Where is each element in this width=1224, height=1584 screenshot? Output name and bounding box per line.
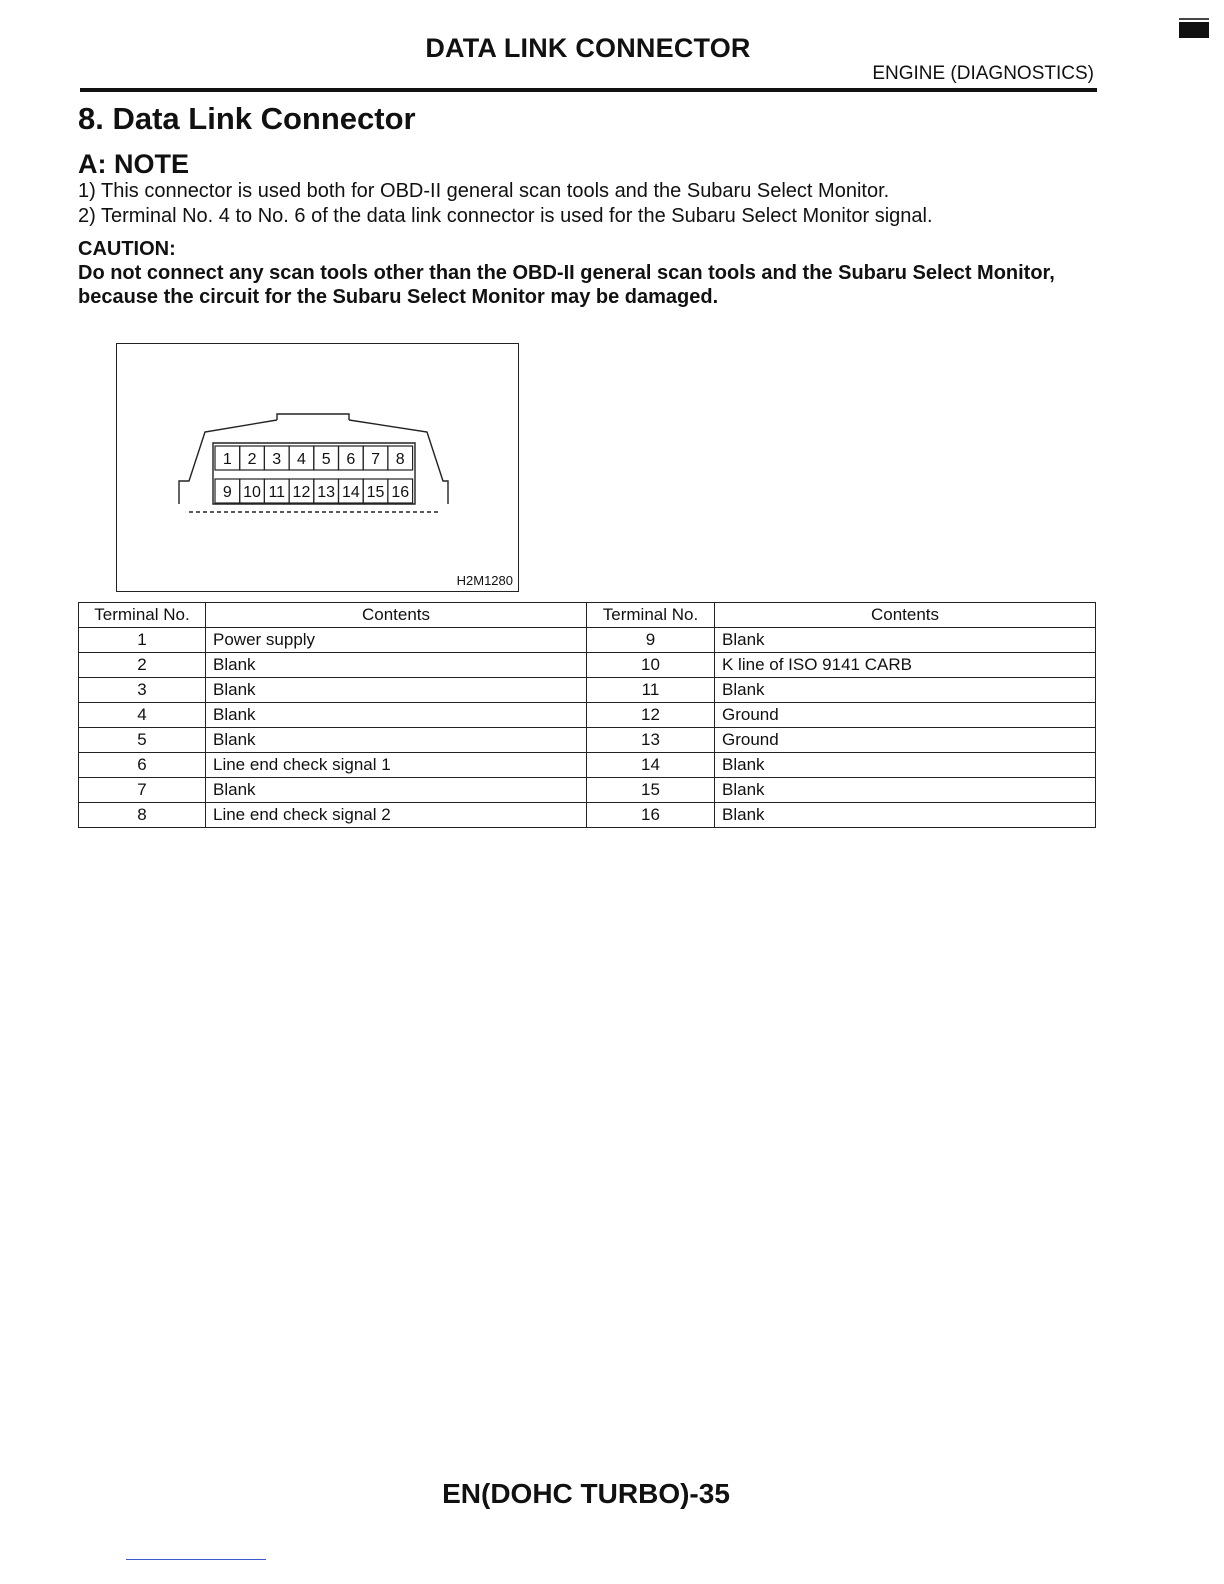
pin-label-15: 15	[366, 484, 385, 501]
terminal-contents: Line end check signal 2	[206, 803, 587, 828]
pin-label-4: 4	[296, 451, 306, 468]
pin-label-13: 13	[317, 484, 336, 501]
terminal-no: 5	[79, 728, 206, 753]
note-heading: A: NOTE	[78, 149, 189, 179]
pin-label-3: 3	[272, 451, 282, 468]
pin-label-9: 9	[222, 484, 232, 501]
pin-label-7: 7	[371, 451, 381, 468]
terminal-no: 6	[79, 753, 206, 778]
pin-label-5: 5	[321, 451, 331, 468]
connector-figure	[116, 343, 519, 592]
terminal-contents: Line end check signal 1	[206, 753, 587, 778]
table-row	[79, 778, 1096, 803]
terminal-contents: Blank	[715, 628, 1096, 653]
table-row	[79, 703, 1096, 728]
terminal-contents: Blank	[715, 778, 1096, 803]
caution-label: CAUTION:	[78, 238, 176, 260]
header-contents-right: Contents	[715, 603, 1096, 628]
terminal-contents: Blank	[715, 803, 1096, 828]
terminal-contents: Blank	[206, 728, 587, 753]
terminal-no: 16	[587, 803, 715, 828]
terminal-contents: Blank	[206, 653, 587, 678]
page-corner-mark	[1179, 22, 1209, 38]
terminal-contents: Ground	[715, 703, 1096, 728]
terminal-contents: Ground	[715, 728, 1096, 753]
section-title: 8. Data Link Connector	[78, 101, 416, 136]
terminal-no: 3	[79, 678, 206, 703]
figure-code: H2M1280	[456, 573, 513, 588]
pin-label-6: 6	[346, 451, 356, 468]
table-header-row	[79, 603, 1096, 628]
pin-label-16: 16	[391, 484, 410, 501]
table-row	[79, 678, 1096, 703]
terminal-no: 14	[587, 753, 715, 778]
page-header-subtitle: ENGINE (DIAGNOSTICS)	[872, 63, 1094, 84]
terminal-contents: Blank	[206, 703, 587, 728]
pin-label-8: 8	[395, 451, 405, 468]
terminal-contents: Blank	[715, 753, 1096, 778]
caution-text: Do not connect any scan tools other than the OBD-II general scan tools and the Subaru Select Monitor, because the circuit for the Subaru Select Monitor may be damaged.	[78, 262, 1055, 308]
terminal-no: 2	[79, 653, 206, 678]
note-line-1: 1) This connector is used both for OBD-II general scan tools and the Subaru Select Monitor.	[78, 180, 890, 202]
header-terminal-no-right: Terminal No.	[587, 603, 715, 628]
terminal-no: 11	[587, 678, 715, 703]
pin-label-11: 11	[268, 484, 286, 501]
terminal-contents: Power supply	[206, 628, 587, 653]
table-row	[79, 653, 1096, 678]
header-divider	[80, 88, 1097, 92]
terminal-no: 13	[587, 728, 715, 753]
note-line-2: 2) Terminal No. 4 to No. 6 of the data link connector is used for the Subaru Select Monitor signal.	[78, 205, 933, 227]
pin-label-1: 1	[222, 451, 232, 468]
table-row	[79, 803, 1096, 828]
terminal-contents: Blank	[715, 678, 1096, 703]
page-header-title: DATA LINK CONNECTOR	[425, 33, 751, 63]
pin-label-10: 10	[243, 484, 261, 501]
header-contents-left: Contents	[206, 603, 587, 628]
page-footer-label: EN(DOHC TURBO)-35	[442, 1478, 730, 1509]
terminal-no: 15	[587, 778, 715, 803]
terminal-contents: Blank	[206, 778, 587, 803]
pin-labels	[223, 451, 409, 501]
terminal-no: 8	[79, 803, 206, 828]
table-row	[79, 628, 1096, 653]
terminal-no: 4	[79, 703, 206, 728]
connector-diagram	[117, 344, 520, 593]
terminal-no: 9	[587, 628, 715, 653]
table-row	[79, 753, 1096, 778]
terminal-no: 1	[79, 628, 206, 653]
terminal-contents: Blank	[206, 678, 587, 703]
footer-underline	[126, 1559, 266, 1560]
table-row	[79, 728, 1096, 753]
terminal-no: 7	[79, 778, 206, 803]
terminal-no: 12	[587, 703, 715, 728]
header-terminal-no-left: Terminal No.	[79, 603, 206, 628]
terminal-table	[78, 602, 1096, 828]
pin-label-14: 14	[341, 484, 360, 501]
pin-label-2: 2	[247, 451, 257, 468]
terminal-contents: K line of ISO 9141 CARB	[715, 653, 1096, 678]
terminal-no: 10	[587, 653, 715, 678]
pin-label-12: 12	[292, 484, 311, 501]
